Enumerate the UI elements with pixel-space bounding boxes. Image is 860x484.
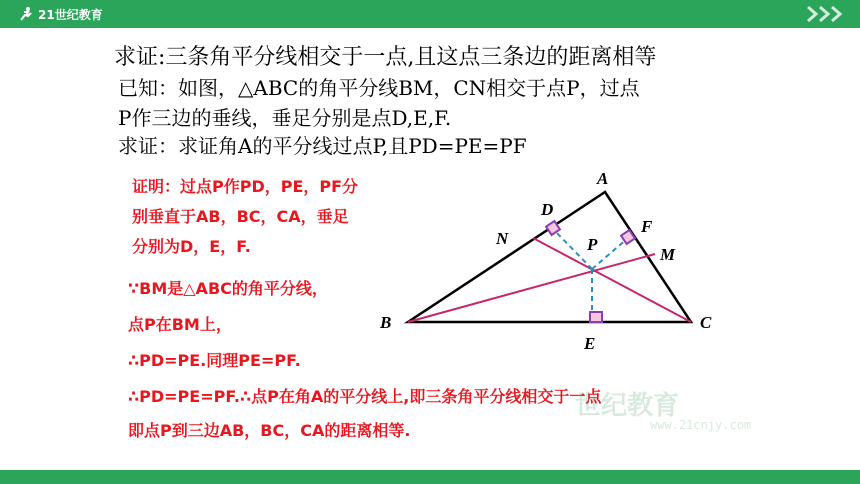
bottom-bar <box>0 470 860 484</box>
label-d: D <box>541 200 554 219</box>
decorative-arrows <box>806 5 846 23</box>
proof-step-5: 即点P到三边AB，BC，CA的距离相等. <box>128 421 411 440</box>
top-bar <box>0 0 860 28</box>
proof-step-4: ∴PD=PE=PF.∴点P在角A的平分线上,即三条角平分线相交于一点 <box>128 387 602 406</box>
given-line-1: 已知：如图，△ABC的角平分线BM，CN相交于点P，过点 <box>118 76 640 100</box>
label-m: M <box>660 245 676 264</box>
proof-line-3: 分别为D，E，F. <box>132 237 251 256</box>
proof-step-1: ∵BM是△ABC的角平分线， <box>128 279 328 298</box>
proof-line-2: 别垂直于AB，BC，CA，垂足 <box>132 207 349 226</box>
label-n: N <box>496 229 509 248</box>
label-c: C <box>700 313 712 332</box>
proof-step-3: ∴PD=PE.同理PE=PF. <box>128 351 301 370</box>
bisector-bm <box>408 254 655 322</box>
given-line-2: P作三边的垂线，垂足分别是点D,E,F. <box>118 106 452 130</box>
watermark-url: www.21cnjy.com <box>650 418 752 432</box>
label-e: E <box>584 334 596 353</box>
logo-text: 21世纪教育 <box>38 7 103 22</box>
label-a: A <box>597 169 609 188</box>
runner-icon <box>18 6 34 22</box>
watermark-text: 世纪教育 <box>575 391 680 421</box>
right-angle-e <box>590 312 602 322</box>
triangle-figure <box>360 160 740 360</box>
prove-line: 求证：求证角A的平分线过点P,且PD=PE=PF <box>118 134 527 158</box>
label-f: F <box>641 217 653 236</box>
proof-line-1: 证明：过点P作PD，PE，PF分 <box>132 177 359 196</box>
perp-pf <box>592 238 628 269</box>
label-p: P <box>587 235 598 254</box>
slide-title: 求证:三条角平分线相交于一点,且这点三条边的距离相等 <box>114 45 657 70</box>
proof-step-2: 点P在BM上， <box>128 315 232 334</box>
logo <box>18 4 103 24</box>
label-b: B <box>380 313 392 332</box>
